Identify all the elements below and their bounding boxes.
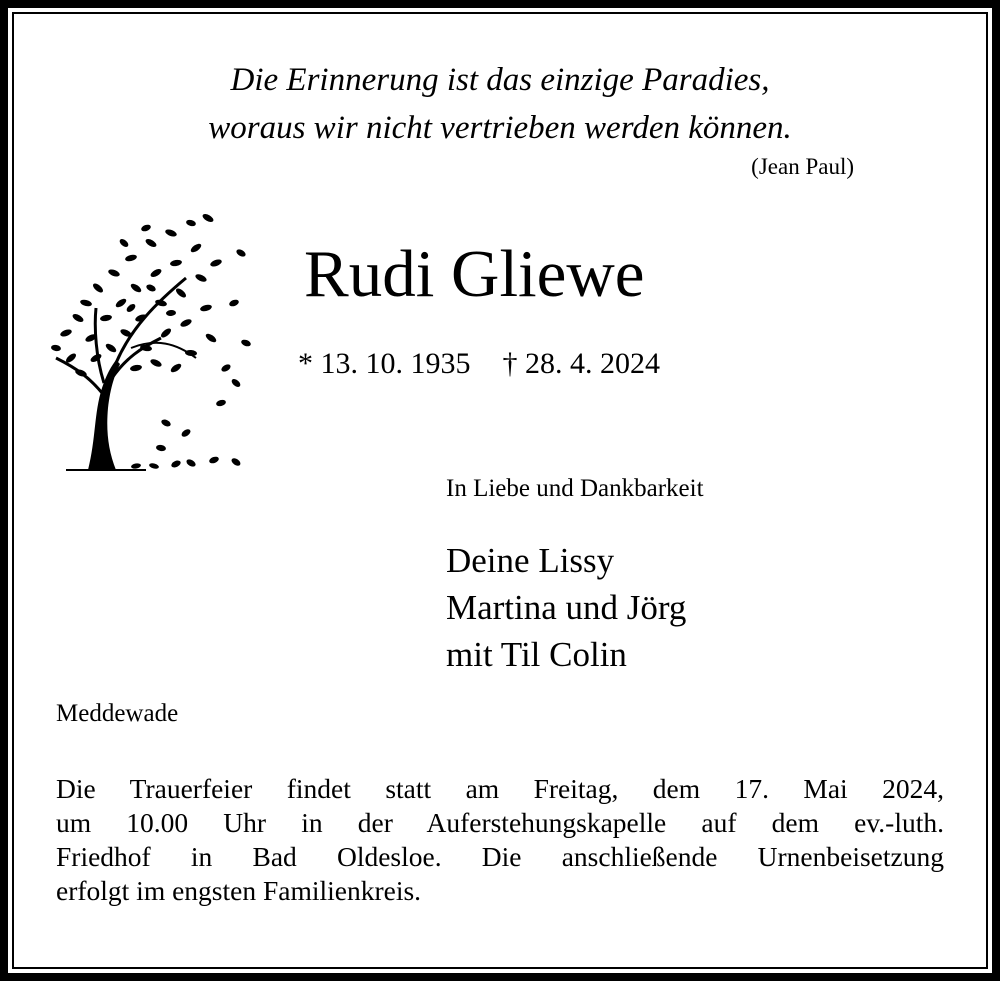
life-dates	[298, 347, 660, 381]
mourner-line-2: Martina und Jörg	[446, 588, 687, 627]
funeral-notice	[56, 772, 944, 908]
windblown-tree-icon	[36, 208, 254, 474]
mourners	[446, 537, 686, 678]
deceased-name: Rudi Gliewe	[304, 237, 645, 311]
memorial-quote	[0, 56, 1000, 152]
notice-line-4: erfolgt im engsten Familienkreis.	[56, 875, 422, 906]
death-date: † 28. 4. 2024	[502, 347, 660, 380]
notice-line-3: Friedhof in Bad Oldesloe. Die anschließende Urnenbeisetzung	[56, 841, 944, 872]
mourner-line-1: Deine Lissy	[446, 541, 615, 580]
place-name: Meddewade	[56, 700, 179, 727]
quote-line-1: Die Erinnerung ist das einzige Paradies,	[230, 62, 770, 98]
mourner-line-3: mit Til Colin	[446, 635, 627, 674]
dedication: In Liebe und Dankbarkeit	[446, 475, 704, 502]
birth-date: * 13. 10. 1935	[298, 347, 471, 380]
quote-line-2: woraus wir nicht vertrieben werden können.	[208, 110, 792, 146]
notice-line-2: um 10.00 Uhr in der Auferstehungskapelle auf dem ev.-luth.	[56, 807, 944, 838]
quote-author: (Jean Paul)	[751, 154, 854, 179]
notice-line-1: Die Trauerfeier findet statt am Freitag, dem 17. Mai 2024,	[56, 773, 944, 804]
